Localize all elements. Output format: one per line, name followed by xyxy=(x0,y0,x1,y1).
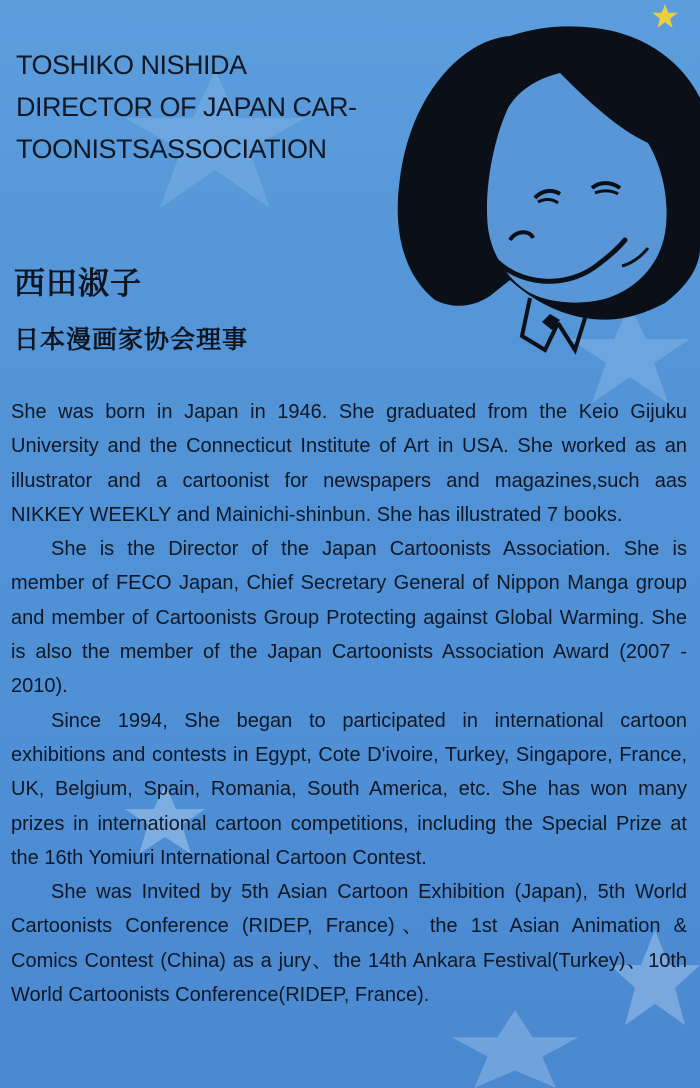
name-english: TOSHIKO NISHIDA xyxy=(16,50,247,80)
bio-paragraph-4: She was Invited by 5th Asian Cartoon Exhibition (Japan), 5th World Cartoonists Conference (RIDEP, France)、the 1st Asian Animation & Comics Contest (China) as a jury、the 14th Ankara Festival(Turkey)、10th World Cartoonists Conference(RIDEP, France). xyxy=(11,881,687,1007)
title-english-line1: DIRECTOR OF JAPAN CAR- xyxy=(16,92,357,122)
bio-paragraph-3: Since 1994, She began to participated in international cartoon exhibitions and contests in Egypt, Cote D'ivoire, Turkey, Singapore, France, UK, Belgium, Spain, Romania, South America, etc. She has won many prizes in international cartoon competitions, including the Special Prize at the 16th Yomiuri International Cartoon Contest. xyxy=(11,709,687,869)
biography xyxy=(11,395,687,1012)
title-chinese: 日本漫画家协会理事 xyxy=(14,325,249,354)
cartoon-portrait-icon xyxy=(380,18,700,368)
background-star-icon xyxy=(440,1010,590,1088)
bio-paragraph-1: She was born in Japan in 1946. She graduated from the Keio Gijuku University and the Connecticut Institute of Art in USA. She worked as an illustrator and a cartoonist for newspapers and magazines,such aas NIKKEY WEEKLY and Mainichi-shinbun. She has illustrated 7 books. xyxy=(11,401,687,526)
bio-paragraph-2: She is the Director of the Japan Cartoonists Association. She is member of FECO Japan, Chief Secretary General of Nippon Manga group and member of Cartoonists Group Protecting against Global Warming. She is also the member of the Japan Cartoonists Association Award (2007 - 2010). xyxy=(11,538,687,698)
title-english-line2: TOONISTSASSOCIATION xyxy=(16,134,327,164)
name-chinese: 西田淑子 xyxy=(14,266,142,302)
header-english xyxy=(16,44,357,170)
